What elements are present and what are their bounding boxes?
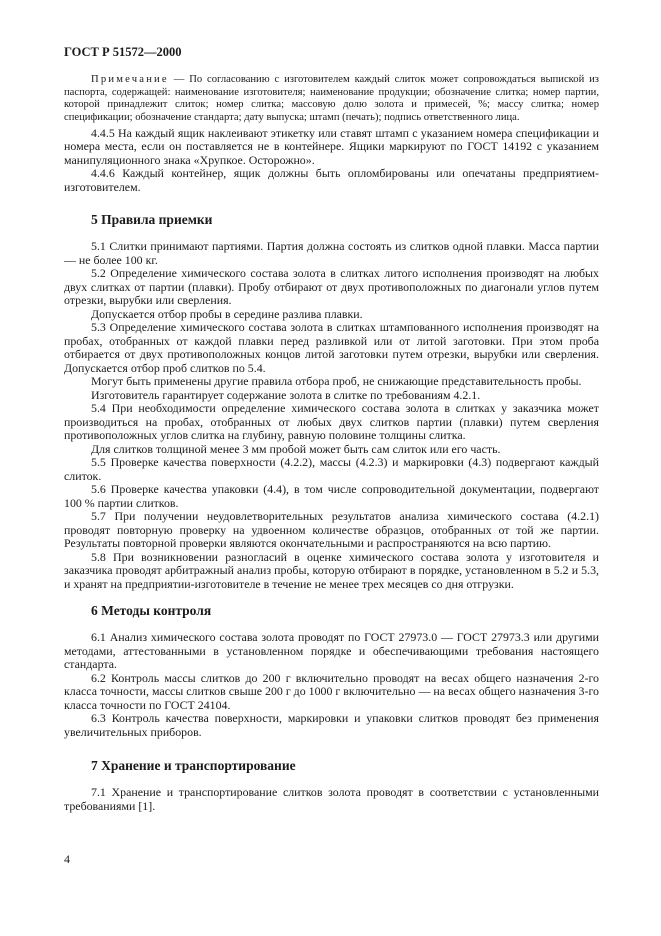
note-label: Примечание [91,74,169,85]
paragraph: 6.1 Анализ химического состава золота проводят по ГОСТ 27973.0 — ГОСТ 27973.3 или другими методами, аттестованными в установленном порядке и обеспечивающими требования настоящего стандарта. [64,630,599,671]
section-7-title: 7 Хранение и транспортирование [91,758,296,773]
paragraph: 5.2 Определение химического состава золота в слитках литого исполнения производят на любых двух слитках от партии (плавки). Пробу отбирают от двух противоположных по диагонали углов путем отрезки, вырубки или сверления. [64,266,599,307]
paragraph: Изготовитель гарантирует содержание золота в слитке по требованиям 4.2.1. [91,387,481,402]
paragraph: 7.1 Хранение и транспортирование слитков золота проводят в соответствии с установленными требованиями [1]. [64,785,599,813]
section-7 [64,758,599,813]
section-6 [64,603,599,739]
section-5 [64,212,599,591]
note-paragraph [64,74,599,125]
paragraph-4-4-6: 4.4.6 Каждый контейнер, ящик должны быть опломбированы или опечатаны предприятием-изготовителем. [64,166,599,194]
document-header: ГОСТ Р 51572—2000 [64,45,182,59]
paragraph: 6.3 Контроль качества поверхности, маркировки и упаковки слитков проводят без применения увеличительных приборов. [64,711,599,739]
paragraph: 5.1 Слитки принимают партиями. Партия должна состоять из слитков одной плавки. Масса партии — не более 100 кг. [64,239,599,267]
paragraph: 5.4 При необходимости определение химического состава золота в слитках у заказчика может производиться на пробах, отобранных от любых двух слитков партии (плавки) путем сверления противоположных углов слитка на глубину, равную половине толщины слитка. [64,401,599,442]
note-block [64,74,599,194]
paragraph: Для слитков толщиной менее 3 мм пробой может быть сам слиток или его часть. [91,441,501,456]
page-number: 4 [64,852,70,866]
paragraph: 5.6 Проверке качества упаковки (4.4), в том числе сопроводительной документации, подвергают 100 % партии слитков. [64,482,599,510]
paragraph: 6.2 Контроль массы слитков до 200 г включительно проводят на весах общего назначения 2-го класса точности, массы слитков свыше 200 г до 1000 г включительно — на весах общего назначения 3-го класса точности по ГОСТ 24104. [64,670,599,712]
paragraph: 5.8 При возникновении разногласий в оценке химического состава золота у изготовителя и заказчика проводят арбитражный анализ пробы, которую отбирают в порядке, установленном в 5.2 и 5.3, и хранят на предприятии-изготовителе в течение не менее трех месяцев со дня отгрузки. [64,549,599,591]
paragraph: 5.5 Проверке качества поверхности (4.2.2), массы (4.2.3) и маркировки (4.3) подвергают каждый слиток. [64,455,599,483]
paragraph-4-4-5: 4.4.5 На каждый ящик наклеивают этикетку или ставят штамп с указанием номера спецификации и номера места, если он поставляется не в контейнере. Ящики маркируют по ГОСТ 14192 с указанием манипуляционного знака «Хрупкое. Осторожно». [64,125,599,167]
paragraph: 5.7 При получении неудовлетворительных результатов анализа химического состава (4.2.1) проводят повторную проверку на удвоенном количестве образцов, отобранных от той же партии. Результаты повторной проверки являются окончательными и распространяются на всю партию. [64,509,599,550]
paragraph: Могут быть применены другие правила отбора проб, не снижающие представительность пробы. [91,374,582,388]
section-5-title: 5 Правила приемки [91,212,213,227]
paragraph: 5.3 Определение химического состава золота в слитках штампованного исполнения производят на пробах, отобранных от каждой плавки перед разливкой или от литой заготовки. При этом проба отбирается от двух противоположных концов литой заготовки путем отрезки, вырубки или сверления. Допускается отбор проб слитков по 5.4. [64,320,599,375]
paragraph: Допускается отбор пробы в середине разлива плавки. [91,306,363,321]
section-6-title: 6 Методы контроля [91,603,212,618]
note-text: — По согласованию с изготовителем каждый слиток может сопровождаться выпиской из паспорта, содержащей: наименование изготовителя; наименование продукции; обозначение слитка; номер партии, которой принадлежит слиток; номер слитка; массовую долю золота и примесей, %; массу слитка; номер спецификации; обозначение стандарта; дату выпуска; штамп (печать); подпись ответственного лица. [64,74,599,124]
